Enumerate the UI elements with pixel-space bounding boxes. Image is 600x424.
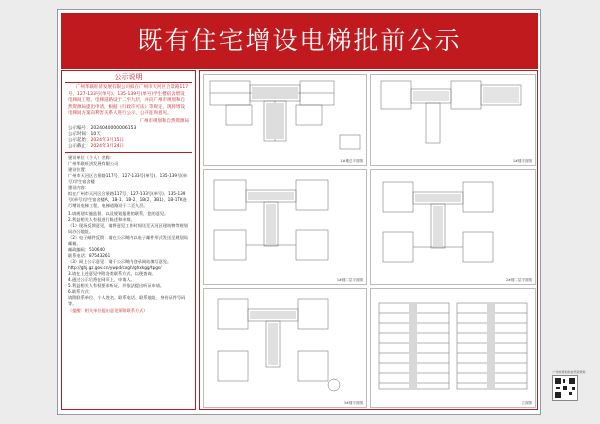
floor-plan-drawing: [371, 75, 535, 165]
notice-end: 2024年3月24日: [90, 143, 125, 149]
list-item: 邮政编码：510640: [68, 246, 105, 252]
location-label: 建设位置：: [68, 166, 89, 172]
drawing-1: [203, 74, 367, 166]
site-plan-drawing: [204, 75, 366, 165]
drawings-panel: [199, 70, 538, 410]
list-item: 4.通过公示后将在网页上，申请人。: [68, 276, 135, 282]
drawing-6: [370, 288, 536, 408]
drawing-caption: 2#楼二层平面图: [505, 278, 532, 282]
notice-start: 2024年3月15日: [90, 137, 125, 143]
list-item: http://ghj.gz.gov.cn/ywpd/cxgh/ghxkgg/tpgs/: [68, 264, 162, 270]
qr-code-icon: [553, 376, 577, 400]
list-item: 请附联系单位、个人姓名、联系电话、联系地址、身份证件号码等。: [68, 294, 186, 306]
drawing-5: [203, 288, 367, 408]
notice-number: 2024040000006153: [90, 125, 137, 131]
content: 拟在广州市天河区合景路117号、127-133号(单号)、135-139号(单号)学生宿舍楼A、1B-1、1B-2、1B(2、3B1)、1B-1TK进行增设电梯工程，电梯道路设于二至九层。: [68, 190, 187, 208]
end-label: 公示截止：: [68, 143, 91, 149]
list-item: 2.利益相关人有权进行陈述和申辩。: [68, 216, 135, 222]
period-label: 公示时间：: [68, 131, 91, 137]
list-item: 1.请规划实施监督、以及规划报建的联系，您的意见。: [68, 210, 169, 216]
list-item: 5.利益相关人有权要求听证，并依法提出听证申请。: [68, 282, 165, 288]
elevation-drawing: [371, 289, 535, 407]
applicant: 广州华联旺济发展有限公司: [68, 160, 119, 166]
floor-plan-drawing: [204, 289, 366, 407]
notice-heading: 公示说明: [114, 73, 143, 81]
divider: [65, 152, 192, 153]
list-item: 6.联系方式：: [68, 288, 93, 294]
item-list: [68, 211, 189, 307]
drawing-caption: 3#楼平面图: [343, 401, 363, 405]
start-label: 公示起始：: [68, 137, 91, 143]
content-label: 建设内容：: [68, 184, 89, 190]
notice-signer: 广州市规划和自然资源局: [139, 118, 189, 124]
drawing-2: [370, 74, 536, 166]
notice-meta: [68, 126, 189, 150]
drawing-caption: 立面图: [521, 401, 532, 405]
list-item: （2）电子邮件反馈：请在公示期内以电子邮件形式发送至规划局邮箱。: [68, 234, 188, 246]
page-title: 既有住宅增设电梯批前公示: [137, 26, 462, 55]
applicant-label: 建设单位（个人）名称：: [68, 154, 115, 160]
notice-body: 广州华联旺济发展有限公司拟在广州市天河区合景路117号、127-133号(单号)、135-139号(单号)学生楼宿舍增设电梯间工程，电梯道路设于二至九层，并向广州市规划和自然资源局提出申请，根据《行政许可法》等规定，现将增设电梯间方案向利害关系人进行公示，公开征询意见。: [68, 85, 189, 116]
warning-note: （提醒：相关单位提出意见须附联系方式）: [68, 307, 148, 313]
drawing-caption: 1#楼二层平面图: [336, 278, 363, 282]
stamp-label: 广州市规划和自然资源局: [552, 370, 586, 374]
list-item: 联系电话：87543261: [68, 252, 111, 258]
drawing-caption: 1#楼平面图: [512, 159, 532, 163]
drawing-3: [203, 169, 367, 285]
location: 广州市天河区合景路117号、127-133号(单号)、135-139号(单号)学生宿舍楼: [68, 172, 188, 184]
drawing-4: [370, 169, 536, 285]
drawing-caption: 1#楼总平面图: [340, 159, 363, 163]
details: [68, 155, 189, 209]
notice-period: 10天: [90, 131, 101, 137]
floor-plan-drawing: [371, 170, 535, 284]
list-item: （3）网上公示意见：请于公示期内登录网站填写意见。: [68, 258, 172, 264]
number-label: 公示编号：: [68, 125, 91, 131]
floor-plan-drawing: [204, 170, 366, 284]
divider: [65, 82, 192, 83]
title-banner: [61, 13, 538, 69]
notice-panel: [61, 70, 196, 410]
list-item: 3.请在上述意见中附各类联系方式，以便查询。: [68, 270, 156, 276]
list-item: （1）现场反馈意见，请将意见工作时间送至天河区建筑物等规划局办公地址。: [68, 222, 188, 234]
qr-code: [552, 375, 578, 401]
